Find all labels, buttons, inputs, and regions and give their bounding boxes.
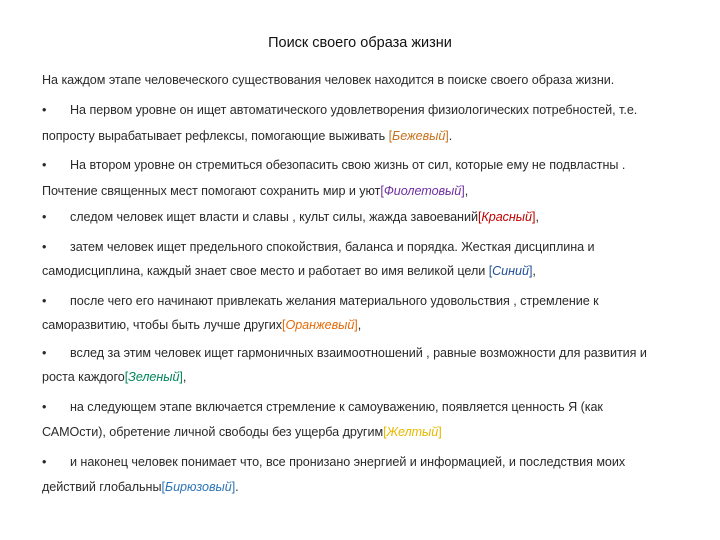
item-8-line1: и наконец человек понимает что, все пронизано энергией и информацией, и последствия моих xyxy=(70,455,626,469)
page-title: Поиск своего образа жизни xyxy=(268,35,452,51)
item-7-line1: на следующем этапе включается стремление к самоуважению, появляется ценность Я (как xyxy=(70,400,603,414)
color-tag-turquoise: [Бирюзовый] xyxy=(161,480,236,494)
item-2-line1: На втором уровне он стремиться обезопасить свою жизнь от сил, которые ему не подвластны . xyxy=(70,158,626,172)
bullet-marker: • xyxy=(42,400,47,414)
bullet-marker: • xyxy=(42,346,47,360)
color-tag-blue: [Синий] xyxy=(488,264,533,278)
item-6-line1: вслед за этим человек ищет гармоничных взаимоотношений , равные возможности для развития и xyxy=(70,346,647,360)
item-5-line1: после чего его начинают привлекать желания материального удовольствия , стремление к xyxy=(70,294,599,308)
color-tag-purple: [Фиолетовый] xyxy=(380,184,465,198)
bullet-marker: • xyxy=(42,240,47,254)
item-6-line2: роста каждого[Зеленый], xyxy=(42,370,187,384)
bullet-marker: • xyxy=(42,294,47,308)
item-5-line2: саморазвитию, чтобы быть лучше других[Оранжевый], xyxy=(42,318,362,332)
bullet-marker: • xyxy=(42,158,47,172)
item-3-line1: следом человек ищет власти и славы , культ силы, жажда завоеваний[Красный], xyxy=(70,210,539,224)
intro-text: На каждом этапе человеческого существования человек находится в поиске своего образа жизни. xyxy=(42,73,615,87)
color-tag-green: [Зеленый] xyxy=(124,370,183,384)
color-tag-beige: [Бежевый] xyxy=(388,129,449,143)
bullet-marker: • xyxy=(42,455,47,469)
color-tag-yellow: [Желтый] xyxy=(383,425,442,439)
item-1-line1: На первом уровне он ищет автоматического удовлетворения физиологических потребностей, т.е. xyxy=(70,103,638,117)
item-4-line2: самодисциплина, каждый знает свое место и работает во имя великой цели [Синий], xyxy=(42,264,536,278)
item-7-line2: САМОсти), обретение личной свободы без ущерба другим[Желтый] xyxy=(42,425,442,439)
item-8-line2: действий глобальны[Бирюзовый]. xyxy=(42,480,239,494)
bullet-marker: • xyxy=(42,210,47,224)
item-4-line1: затем человек ищет предельного спокойствия, баланса и порядка. Жесткая дисциплина и xyxy=(70,240,595,254)
item-2-line2: Почтение священных мест помогают сохранить мир и уют[Фиолетовый], xyxy=(42,184,469,198)
item-1-line2: попросту вырабатывает рефлексы, помогающие выживать [Бежевый]. xyxy=(42,129,453,143)
color-tag-orange: [Оранжевый] xyxy=(282,318,358,332)
bullet-marker: • xyxy=(42,103,47,117)
color-tag-red: [Красный] xyxy=(477,210,536,224)
